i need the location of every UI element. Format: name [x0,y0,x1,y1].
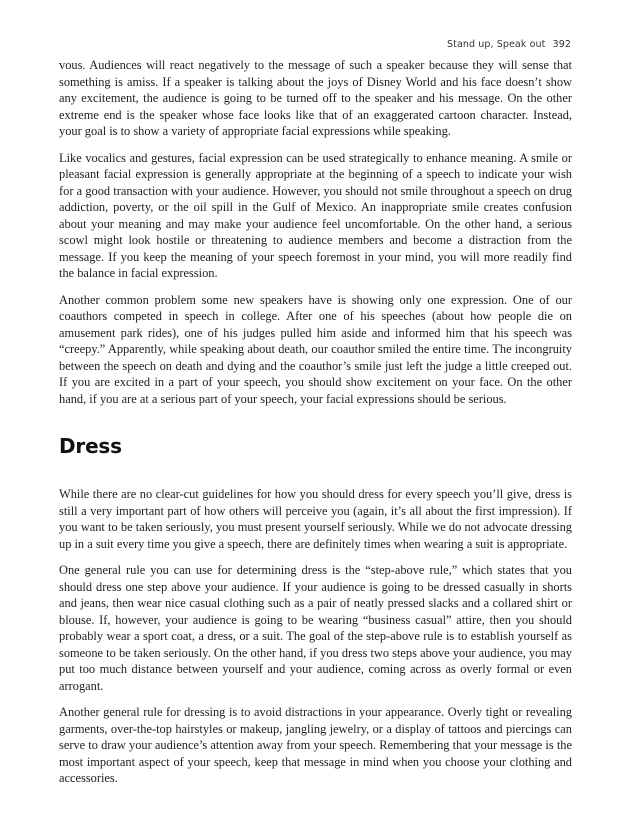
section-heading: Dress [59,434,122,458]
paragraph: One general rule you can use for determining dress is the “step-above rule,” which states that you should dress one step above your audience. If your audience is going to be dressed casually in shorts and jeans, then wear nice casual clothing such as a pair of neatly pressed slacks and a collared shirt or blouse. If, however, your audience is going to be wearing “business casual” attire, then you should probably wear a sport coat, a dress, or a suit. The goal of the step-above rule is to establish yourself as someone to be taken seriously. On the other hand, if you dress two steps above your audience, you may put too much distance between yourself and your audience, coming across as overly formal or even arrogant. [59,563,572,693]
page-number: 392 [552,39,571,50]
paragraph: Like vocalics and gestures, facial expression can be used strategically to enhance meaning. A smile or pleasant facial expression is generally appropriate at the beginning of a speech to indicate your wish for a good transaction with your audience. However, you should not smile throughout a speech on drug addiction, poverty, or the oil spill in the Gulf of Mexico. An inappropriate smile creates confusion about your meaning and may make your audience feel uncomfortable. On the other hand, a serious scowl might look hostile or threatening to audience members and become a distraction from the message. If you keep the meaning of your speech foremost in your mind, you will more readily find the balance in facial expression. [59,150,572,280]
running-title: Stand up, Speak out [446,39,546,50]
paragraph: Another common problem some new speakers have is showing only one expression. One of our coauthors competed in speech in college. After one of his speeches (about how people die on amusement park rides), one of his judges pulled him aside and informed him that his speech was “creepy.” Apparently, while speaking about death, our coauthor smiled the entire time. The incongruity between the speech on death and dying and the coauthor’s smile just left the judge a little creeped out. If you are excited in a part of your speech, you should show excitement on your face. On the other hand, if you are at a serious part of your speech, your facial expressions should be serious. [59,292,572,406]
paragraph: While there are no clear-cut guidelines for how you should dress for every speech you’ll give, dress is still a very important part of how others will perceive you (again, it’s all about the first impression). If you want to be taken seriously, you must present yourself seriously. While we do not advocate dressing up in a suit every time you give a speech, there are definitely times when wearing a suit is appropriate. [59,487,572,551]
paragraph: Another general rule for dressing is to avoid distractions in your appearance. Overly tight or revealing garments, over-the-top hairstyles or makeup, jangling jewelry, or a display of tattoos and piercings can serve to draw your audience’s attention away from your speech. Remembering that your message is the most important aspect of your speech, keep that message in mind when you choose your clothing and accessories. [59,705,572,785]
running-header [447,39,571,50]
body-text [59,57,572,797]
paragraph: vous. Audiences will react negatively to the message of such a speaker because they will sense that something is amiss. If a speaker is talking about the joys of Disney World and his face doesn’t show any excitement, the audience is going to be turned off to the speaker and his message. On the other extreme end is the speaker whose face looks like that of an exaggerated cartoon character. Instead, your goal is to show a variety of appropriate facial expressions while speaking. [59,58,572,138]
